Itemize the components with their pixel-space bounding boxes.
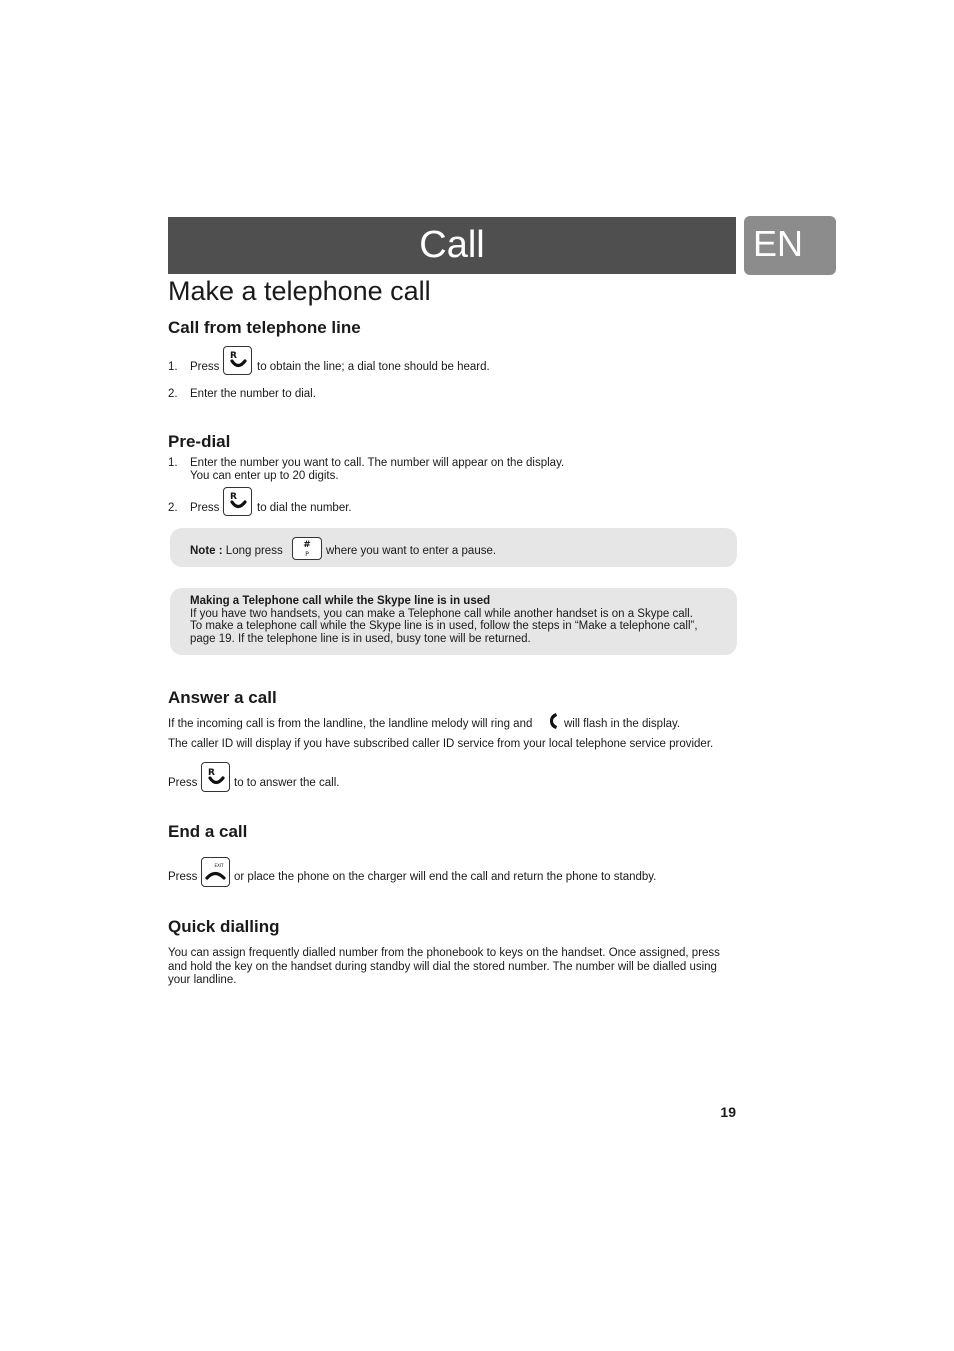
answer-press-rest: to to answer the call.	[234, 777, 340, 789]
page-title: Make a telephone call	[168, 276, 431, 306]
talk-key-icon	[201, 762, 230, 792]
predial-step-1: 1. Enter the number you want to call. The number will appear on the display.	[168, 457, 565, 469]
heading-end-call: End a call	[168, 822, 248, 841]
quick-line-2: and hold the key on the handset during standby will dial the stored number. The number will be dialled using	[168, 961, 717, 973]
chapter-header	[168, 217, 736, 274]
predial-step-1-line-2: You can enter up to 20 digits.	[190, 470, 339, 482]
quick-line-3: your landline.	[168, 974, 237, 986]
step-text: Press	[190, 361, 220, 373]
skype-box-title: Making a Telephone call while the Skype line is in used	[190, 595, 491, 607]
quick-line-1: You can assign frequently dialled number from the phonebook to keys on the handset. Once assigned, press	[168, 947, 720, 959]
call-line-step-2: 2. Enter the number to dial.	[168, 388, 316, 400]
heading-quick-dialling: Quick dialling	[168, 917, 280, 936]
chapter-title: Call	[419, 224, 485, 266]
talk-key-letter: R	[230, 351, 237, 361]
svg-text:P: P	[305, 551, 309, 558]
heading-answer-call: Answer a call	[168, 688, 277, 707]
svg-text:#: #	[303, 540, 311, 550]
svg-text:R: R	[230, 492, 237, 502]
predial-step-2-rest: to dial the number.	[257, 502, 352, 514]
answer-line-1-rest: will flash in the display.	[564, 718, 681, 730]
skype-box-line-3: page 19. If the telephone line is in used, busy tone will be returned.	[190, 633, 531, 645]
svg-text:R: R	[208, 768, 215, 778]
call-line-step-1	[168, 361, 219, 374]
step-number: 1.	[168, 361, 178, 373]
end-press: Press	[168, 871, 198, 883]
skype-box-line-1: If you have two handsets, you can make a Telephone call while another handset is on a Skype call.	[190, 608, 693, 620]
answer-press: Press	[168, 777, 198, 789]
hash-key-icon	[292, 537, 322, 560]
call-line-step-1-rest: to obtain the line; a dial tone should be heard.	[257, 361, 490, 373]
heading-predial: Pre-dial	[168, 432, 231, 451]
talk-key-icon	[223, 346, 252, 375]
note-text: Note : Long press	[190, 545, 283, 557]
page-number: 19	[720, 1104, 736, 1120]
predial-step-2: 2. Press	[168, 502, 220, 514]
end-press-rest: or place the phone on the charger will end the call and return the phone to standby.	[234, 871, 657, 883]
note-text-rest: where you want to enter a pause.	[326, 545, 497, 557]
skype-box-line-2: To make a telephone call while the Skype line is in used, follow the steps in “Make a telephone call”,	[190, 620, 698, 632]
language-tab: EN	[744, 216, 836, 275]
talk-key-icon	[223, 487, 252, 516]
answer-line-2: The caller ID will display if you have subscribed caller ID service from your local telephone service provider.	[168, 738, 714, 750]
heading-call-from-line: Call from telephone line	[168, 318, 361, 337]
end-key-icon	[201, 857, 230, 887]
answer-line-1: If the incoming call is from the landline, the landline melody will ring and	[168, 718, 533, 730]
svg-text:EXIT: EXIT	[214, 863, 224, 868]
handset-icon	[549, 712, 559, 735]
